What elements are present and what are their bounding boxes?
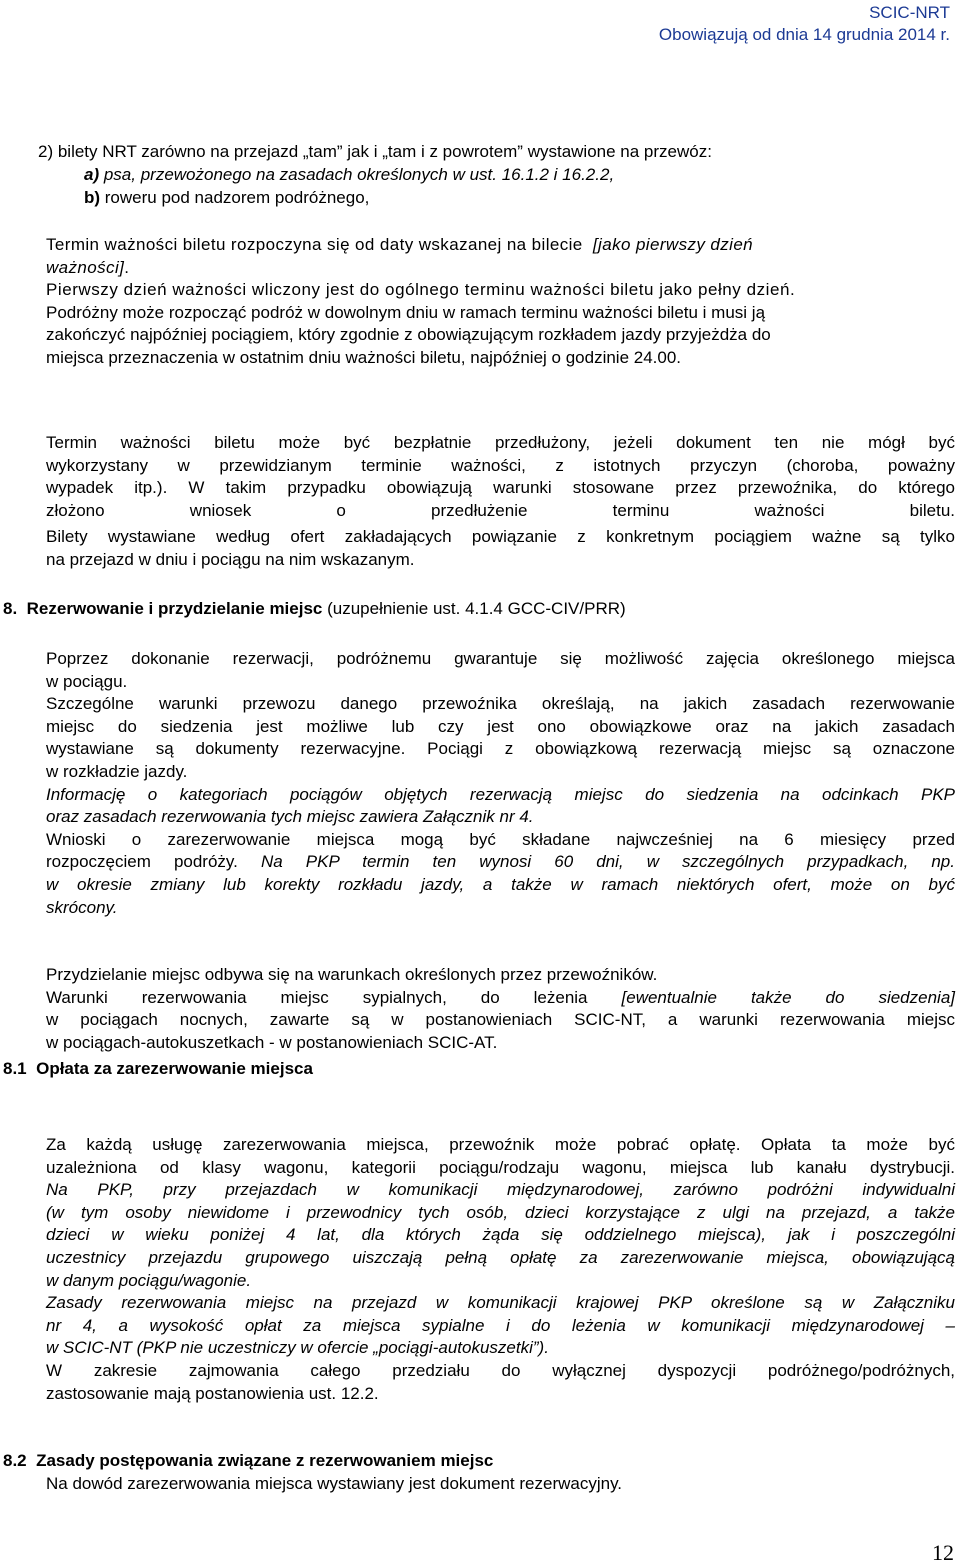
reservation-line-4: miejsc do siedzenia jest możliwe lub czy jest ono obowiązkowe oraz na jakich zasadach	[46, 716, 955, 736]
validity-line-6: miejsca przeznaczenia w ostatnim dniu ważności biletu, najpóźniej o godzinie 24.00.	[46, 347, 682, 367]
reservation-paragraph	[46, 648, 955, 919]
validity-line-1: Termin ważności biletu rozpoczyna się od daty wskazanej na bilecie	[46, 235, 583, 254]
section-8-heading	[3, 598, 626, 621]
allocation-line-2-normal: Warunki rezerwowania miejsc sypialnych, do leżenia	[46, 987, 588, 1007]
validity-line	[46, 257, 955, 280]
reservation-line-12: skrócony.	[46, 897, 118, 917]
offers-line-2: na przejazd w dniu i pociągu na nim wskazanym.	[46, 549, 415, 569]
header-effective-date: Obowiązują od dnia 14 grudnia 2014 r.	[658, 25, 950, 44]
allocation-line-4: w pociągach-autokuszetkach - w postanowieniach SCIC-AT.	[46, 1032, 498, 1052]
page-header	[659, 2, 950, 46]
list-item-2-sub	[84, 164, 614, 209]
reservation-line-10	[46, 851, 955, 874]
procedure-paragraph	[46, 1473, 622, 1496]
section-8-1-title: Opłata za zarezerwowanie miejsca	[36, 1059, 313, 1078]
sub-item-b-label: b)	[84, 187, 101, 207]
fee-line-5: dzieci w wieku poniżej 4 lat, dla których żąda się oddzielnego miejsca), jak i poszczególni	[46, 1225, 955, 1245]
validity-paragraph	[46, 234, 955, 370]
validity-line-2-italic: ważności]	[46, 257, 125, 277]
extension-line-4: złożono wniosek o przedłużenie terminu ważności biletu.	[46, 500, 955, 520]
extension-line-3: wypadek itp.). W takim przypadku obowiązują warunki stosowane przez przewoźnika, do którego	[46, 478, 955, 498]
section-8-2-title-line	[3, 1450, 493, 1473]
reservation-line-5: wystawiane są dokumenty rezerwacyjne. Pociągi z obowiązkową rezerwacją miejsc są oznaczone	[46, 739, 955, 759]
extension-line-1: Termin ważności biletu może być bezpłatnie przedłużony, jeżeli dokument ten nie mógł być	[46, 433, 955, 452]
reservation-line-10-normal: rozpoczęciem podróży.	[46, 852, 238, 872]
fee-paragraph	[46, 1134, 955, 1405]
section-8-1-number: 8.1	[3, 1059, 27, 1078]
reservation-line-2: w pociągu.	[46, 671, 128, 691]
page-number: 12	[932, 1540, 954, 1565]
reservation-line-7: Informację o kategoriach pociągów objętych rezerwacją miejsc do siedzenia na odcinkach PKP	[46, 784, 955, 804]
allocation-line-3: w pociągach nocnych, zawarte są w postanowieniach SCIC-NT, a warunki rezerwowania miejsc	[46, 1010, 955, 1030]
section-8-title-line	[3, 598, 626, 621]
validity-line-2-end: .	[124, 257, 130, 277]
section-8-2-number: 8.2	[3, 1451, 27, 1470]
section-8-number: 8.	[3, 599, 18, 618]
allocation-line-2	[46, 987, 955, 1010]
sub-item-a	[84, 164, 614, 187]
fee-line-2: uzależniona od klasy wagonu, kategorii pociągu/rodzaju wagonu, miejsca lub kanału dystrybucji.	[46, 1157, 955, 1177]
extension-line-2: wykorzystany w przewidzianym terminie ważności, z istotnych przyczyn (choroba, poważny	[46, 455, 955, 475]
sub-item-b	[84, 187, 614, 210]
validity-line-3: Pierwszy dzień ważności wliczony jest do ogólnego terminu ważności biletu jako pełny dzień.	[46, 280, 796, 300]
fee-line-4: (w tym osoby niewidome i przewodnicy tych osób, dzieci korzystające z ulgi na przejazd, a także	[46, 1202, 955, 1222]
section-8-title: Rezerwowanie i przydzielanie miejsc	[26, 599, 323, 618]
reservation-line-8: oraz zasadach rezerwowania tych miejsc zawiera Załącznik nr 4.	[46, 807, 534, 827]
section-8-1-title-line	[3, 1058, 313, 1081]
validity-line-1-italic: [jako pierwszy dzień	[592, 235, 754, 254]
section-8-suffix: (uzupełnienie ust. 4.1.4 GCC-CIV/PRR)	[322, 599, 626, 618]
fee-line-12: zastosowanie mają postanowienia ust. 12.2.	[46, 1383, 379, 1403]
allocation-line-1: Przydzielanie miejsc odbywa się na warunkach określonych przez przewoźników.	[46, 965, 658, 984]
procedure-line-1: Na dowód zarezerwowania miejsca wystawiany jest dokument rezerwacyjny.	[46, 1474, 623, 1493]
extension-paragraph	[46, 432, 955, 522]
reservation-line-3: Szczególne warunki przewozu danego przewoźnika określają, na jakich zasadach rezerwowanie	[46, 694, 955, 714]
offers-line-1: Bilety wystawiane według ofert zakładających powiązanie z konkretnym pociągiem ważne są tylko	[46, 527, 955, 546]
fee-line-3: Na PKP, przy przejazdach w komunikacji międzynarodowej, zarówno podróżni indywidualni	[46, 1180, 955, 1200]
fee-line-7: w danym pociągu/wagonie.	[46, 1270, 252, 1290]
allocation-paragraph	[46, 964, 955, 1054]
sub-item-a-text: psa, przewożonego na zasadach określonych w ust. 16.1.2 i 16.2.2,	[99, 165, 615, 184]
section-8-1-heading	[3, 1058, 313, 1081]
validity-line	[46, 234, 955, 257]
sub-item-b-text: roweru pod nadzorem podróżnego,	[100, 187, 370, 207]
validity-line-5: zakończyć najpóźniej pociągiem, który zgodnie z obowiązującym rozkładem jazdy przyjeżdża do	[46, 325, 771, 345]
list-item-2	[38, 141, 712, 164]
header-title: SCIC-NRT	[869, 3, 950, 22]
fee-line-6: uczestnicy przejazdu grupowego uiszczają pełną opłatę za zarezerwowanie miejsca, obowiązującą	[46, 1247, 955, 1267]
reservation-line-10-italic: Na PKP termin ten wynosi 60 dni, w szczególnych przypadkach, np.	[237, 852, 955, 872]
reservation-line-1: Poprzez dokonanie rezerwacji, podróżnemu gwarantuje się możliwość zajęcia określonego miejsca	[46, 649, 955, 668]
allocation-line-2-italic: [ewentualnie także do siedzenia]	[621, 987, 955, 1007]
fee-line-1: Za każdą usługę zarezerwowania miejsca, przewoźnik może pobrać opłatę. Opłata ta może być	[46, 1135, 955, 1154]
fee-line-9: nr 4, a wysokość opłat za miejsca sypialne i do leżenia w komunikacji międzynarodowej –	[46, 1315, 955, 1335]
section-8-2-heading	[3, 1450, 493, 1473]
fee-line-10: w SCIC-NT (PKP nie uczestniczy w ofercie „pociągi-autokuszetki”).	[46, 1338, 549, 1358]
fee-line-8: Zasady rezerwowania miejsc na przejazd w komunikacji krajowej PKP określone są w Załączniku	[46, 1293, 955, 1313]
offers-paragraph	[46, 526, 955, 571]
sub-item-a-label: a)	[84, 165, 100, 184]
reservation-line-9: Wnioski o zarezerwowanie miejsca mogą być składane najwcześniej na 6 miesięcy przed	[46, 829, 955, 849]
reservation-line-6: w rozkładzie jazdy.	[46, 761, 188, 781]
validity-line-4: Podróżny może rozpocząć podróż w dowolnym dniu w ramach terminu ważności biletu i musi ją	[46, 302, 766, 322]
list-item-2-text: 2) bilety NRT zarówno na przejazd „tam” jak i „tam i z powrotem” wystawione na przewóz:	[38, 142, 712, 161]
section-8-2-title: Zasady postępowania związane z rezerwowaniem miejsc	[36, 1451, 494, 1470]
fee-line-11: W zakresie zajmowania całego przedziału do wyłącznej dyspozycji podróżnego/podróżnych,	[46, 1360, 955, 1380]
reservation-line-11: w okresie zmiany lub korekty rozkładu jazdy, a także w ramach niektórych ofert, może on być	[46, 874, 955, 894]
